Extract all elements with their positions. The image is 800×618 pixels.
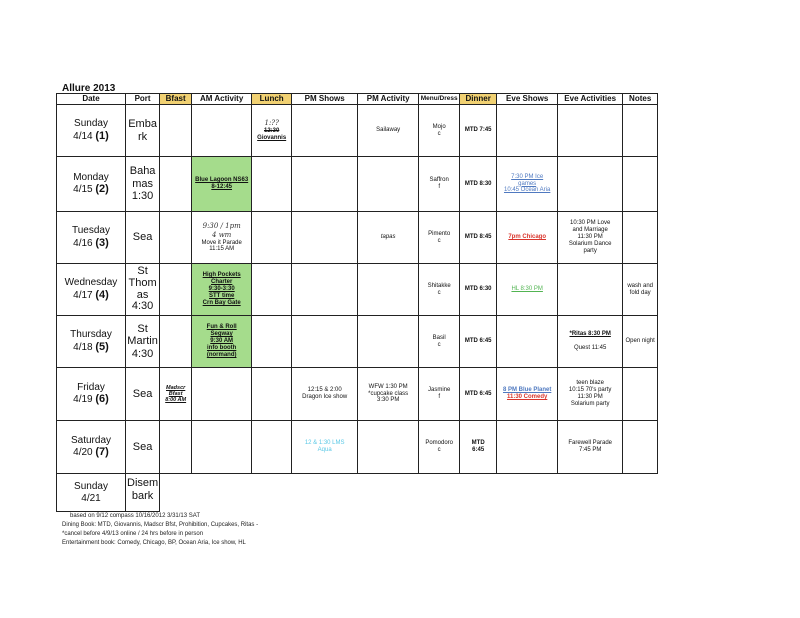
table-row (57, 368, 658, 421)
table-row (57, 105, 658, 157)
dinner-cell: MTD 6:30 (460, 264, 497, 316)
date-cell: Thursday 4/18 (5) (57, 316, 126, 368)
date-cell: Sunday 4/21 (57, 474, 126, 512)
table-row (57, 157, 658, 212)
pm-activity-cell (358, 264, 419, 316)
eve-shows-cell (497, 105, 558, 157)
table-row (57, 212, 658, 264)
col-header-eve-activities: Eve Activities (558, 94, 623, 105)
footnote-line: based on 9/12 compass 10/16/2012 3/31/13 SAT (70, 513, 200, 519)
col-header-lunch: Lunch (252, 94, 292, 105)
eve-activities-cell: 10:30 PM Love and Marriage 11:30 PM Solarium Dance party (558, 212, 623, 264)
am-activity-cell (192, 421, 252, 474)
eve-activities-cell (558, 157, 623, 212)
notes-cell (623, 157, 658, 212)
port-cell: Sea (126, 368, 160, 421)
table-row (57, 316, 658, 368)
footnote-line: *cancel before 4/9/13 online / 24 hrs before in person (62, 531, 204, 537)
port-cell: St Thom as 4:30 (126, 264, 160, 316)
notes-cell: wash and fold day (623, 264, 658, 316)
dinner-cell: MTD 8:30 (460, 157, 497, 212)
lunch-cell (252, 157, 292, 212)
date-cell: Monday 4/15 (2) (57, 157, 126, 212)
bfast-cell (160, 212, 192, 264)
eve-activities-cell: *Ritas 8:30 PM Quest 11:45 (558, 316, 623, 368)
menu-cell: Mojo c (419, 105, 460, 157)
document-title: Allure 2013 (62, 83, 116, 94)
lunch-cell (252, 368, 292, 421)
eve-shows-cell: 7:30 PM Ice games 10:45 Ocean Aria (497, 157, 558, 212)
col-header-port: Port (126, 94, 160, 105)
eve-activities-cell (558, 105, 623, 157)
col-header-bfast: Bfast (160, 94, 192, 105)
pm-activity-cell: WFW 1:30 PM *cupcake class 3:30 PM (358, 368, 419, 421)
date-cell: Sunday 4/14 (1) (57, 105, 126, 157)
bfast-cell (160, 157, 192, 212)
pm-shows-cell (292, 316, 358, 368)
pm-shows-cell (292, 157, 358, 212)
pm-activity-cell: tapas (358, 212, 419, 264)
date-cell: Saturday 4/20 (7) (57, 421, 126, 474)
eve-shows-cell: 8 PM Blue Planet 11:30 Comedy (497, 368, 558, 421)
port-cell: St Martin 4:30 (126, 316, 160, 368)
notes-cell (623, 105, 658, 157)
dinner-cell: MTD 6:45 (460, 368, 497, 421)
date-cell: Wednesday 4/17 (4) (57, 264, 126, 316)
schedule-table (56, 93, 658, 512)
port-cell: Sea (126, 421, 160, 474)
date-cell: Friday 4/19 (6) (57, 368, 126, 421)
lunch-cell (252, 264, 292, 316)
date-cell: Tuesday 4/16 (3) (57, 212, 126, 264)
eve-shows-cell (497, 421, 558, 474)
col-header-dinner: Dinner (460, 94, 497, 105)
am-activity-cell: High Pockets Charter 9:30-3:30 STT time Crn Bay Gate (192, 264, 252, 316)
dinner-cell: MTD 6:45 (460, 316, 497, 368)
pm-activity-cell (358, 421, 419, 474)
am-activity-cell: 9:30 / 1pm 4 wm Move it Parade 11:15 AM (192, 212, 252, 264)
col-header-pm-shows: PM Shows (292, 94, 358, 105)
bfast-cell (160, 421, 192, 474)
pm-shows-cell: 12:15 & 2:00 Dragon Ice show (292, 368, 358, 421)
lunch-cell (252, 421, 292, 474)
port-cell: Disem bark (126, 474, 160, 512)
header-row (57, 94, 658, 105)
lunch-cell (252, 212, 292, 264)
port-cell: Baha mas 1:30 (126, 157, 160, 212)
lunch-cell: 1:?? 12:30 Giovannis (252, 105, 292, 157)
table-row (57, 264, 658, 316)
notes-cell (623, 421, 658, 474)
eve-activities-cell (558, 264, 623, 316)
eve-shows-cell: 7pm Chicago (497, 212, 558, 264)
pm-shows-cell: 12 & 1:30 LMS Aqua (292, 421, 358, 474)
pm-shows-cell (292, 264, 358, 316)
eve-activities-cell: Farewell Parade 7:45 PM (558, 421, 623, 474)
pm-activity-cell (358, 157, 419, 212)
am-activity-cell: Blue Lagoon NS63 8-12:45 (192, 157, 252, 212)
am-activity-cell: Fun & Roll Segway 9:30 AM info booth (normand) (192, 316, 252, 368)
am-activity-cell (192, 105, 252, 157)
eve-shows-cell (497, 316, 558, 368)
am-activity-cell (192, 368, 252, 421)
port-cell: Emba rk (126, 105, 160, 157)
menu-cell: Saffron f (419, 157, 460, 212)
col-header-pm-activity: PM Activity (358, 94, 419, 105)
col-header-menu-dress: Menu/Dress (419, 94, 460, 105)
col-header-am-activity: AM Activity (192, 94, 252, 105)
bfast-cell: Madscr Bfast 8:00 AM (160, 368, 192, 421)
col-header-notes: Notes (623, 94, 658, 105)
dinner-cell: MTD 7:45 (460, 105, 497, 157)
footnotes (62, 512, 258, 548)
table-row (57, 421, 658, 474)
pm-shows-cell (292, 212, 358, 264)
bfast-cell (160, 105, 192, 157)
menu-cell: Pomodoro c (419, 421, 460, 474)
notes-cell (623, 368, 658, 421)
pm-activity-cell (358, 316, 419, 368)
eve-activities-cell: teen blaze 10:15 70's party 11:30 PM Solarium party (558, 368, 623, 421)
dinner-cell: MTD 6:45 (460, 421, 497, 474)
dinner-cell: MTD 8:45 (460, 212, 497, 264)
bfast-cell (160, 264, 192, 316)
lunch-cell (252, 316, 292, 368)
notes-cell: Open night (623, 316, 658, 368)
menu-cell: Pimento c (419, 212, 460, 264)
port-cell: Sea (126, 212, 160, 264)
menu-cell: Shitakke c (419, 264, 460, 316)
pm-activity-cell: Sailaway (358, 105, 419, 157)
col-header-eve-shows: Eve Shows (497, 94, 558, 105)
table-row (57, 474, 658, 512)
eve-shows-cell: HL 8:30 PM (497, 264, 558, 316)
menu-cell: Basil c (419, 316, 460, 368)
footnote-line: Entertainment book: Comedy, Chicago, BP, Ocean Aria, Ice show, HL (62, 540, 246, 546)
pm-shows-cell (292, 105, 358, 157)
menu-cell: Jasmine f (419, 368, 460, 421)
footnote-line: Dining Book: MTD, Giovannis, Madscr Bfst, Prohibition, Cupcakes, Ritas - (62, 522, 259, 528)
notes-cell (623, 212, 658, 264)
col-header-date: Date (57, 94, 126, 105)
bfast-cell (160, 316, 192, 368)
